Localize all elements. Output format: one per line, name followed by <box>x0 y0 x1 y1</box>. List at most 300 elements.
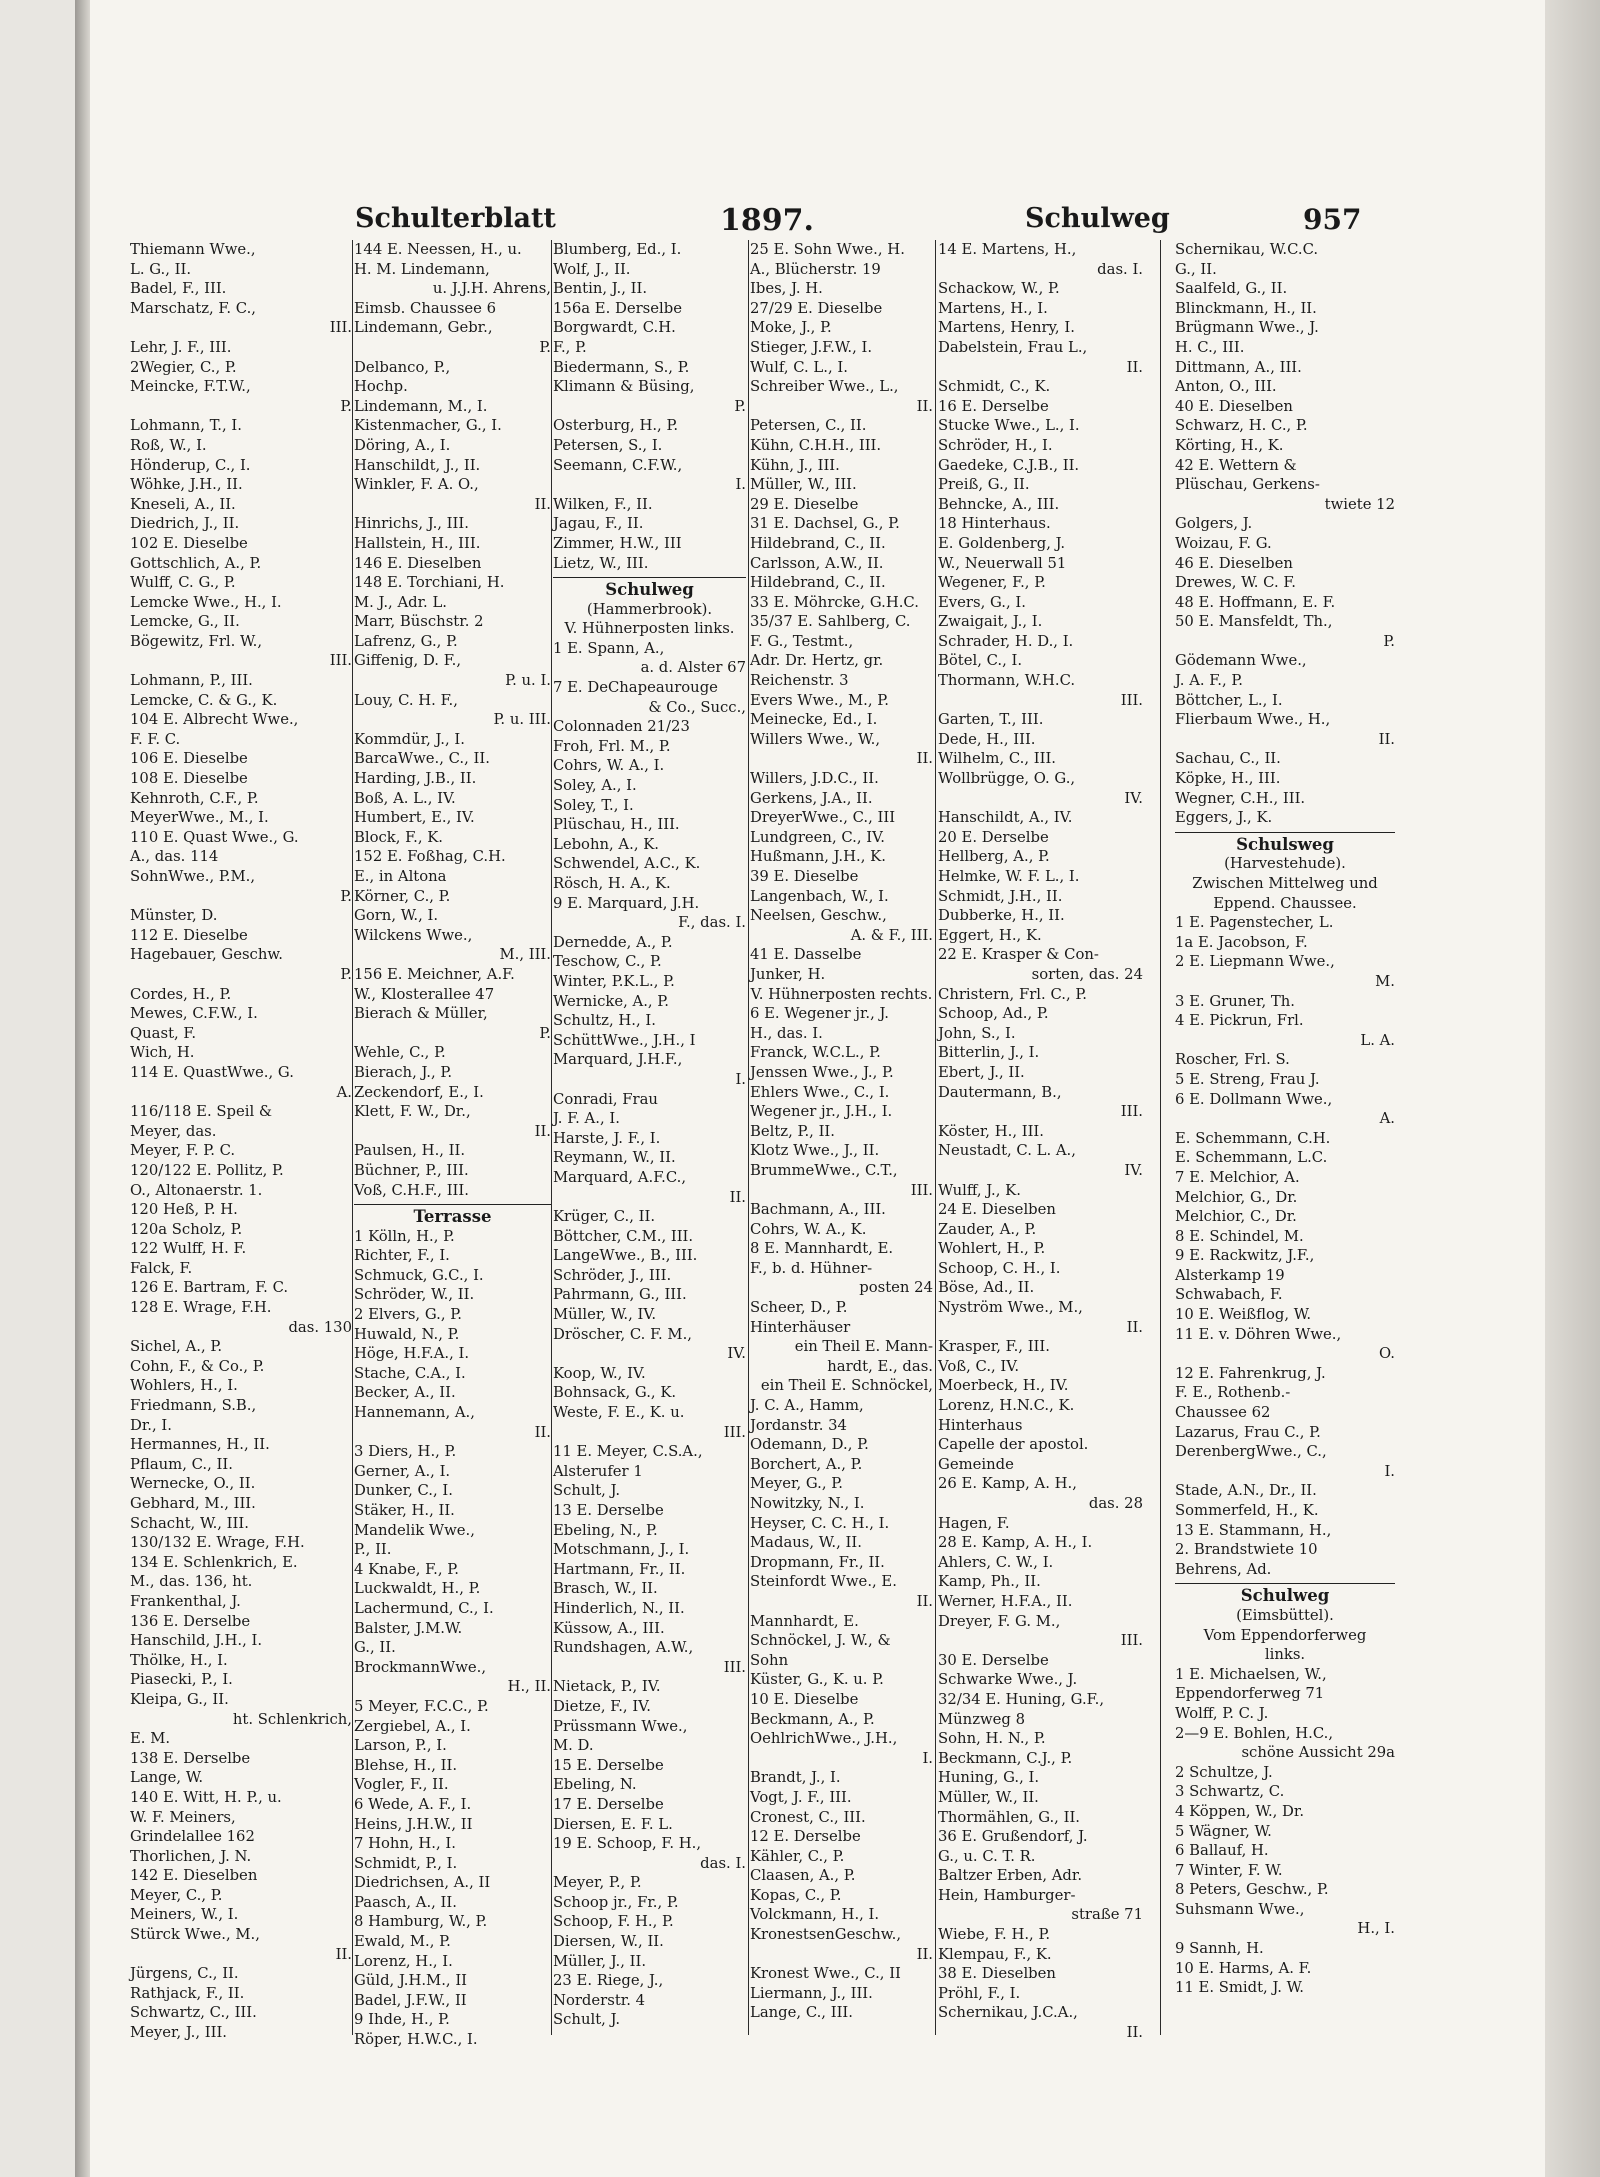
directory-entry: Schoop, Ad., P. <box>938 1005 1049 1023</box>
directory-entry: 7 Hohn, H., I. <box>354 1835 456 1853</box>
column-rule <box>1160 240 1161 2035</box>
directory-entry: Harste, J. F., I. <box>553 1129 661 1147</box>
directory-entry: 8 E. Schindel, M. <box>1175 1227 1304 1245</box>
directory-entry: 7 E. DeChapeaurouge <box>553 679 718 697</box>
directory-entry: Conradi, Frau <box>553 1090 658 1108</box>
column-4 <box>750 240 933 2035</box>
directory-entry: 4 E. Pickrun, Frl. <box>1175 1012 1304 1030</box>
directory-entry: Preiß, G., II. <box>938 476 1030 494</box>
directory-entry: Odemann, D., P. <box>750 1436 869 1454</box>
directory-entry: P. u. III. <box>493 711 551 729</box>
directory-entry: III. <box>329 319 352 337</box>
directory-entry: Martens, Henry, I. <box>938 319 1075 337</box>
directory-entry: Dubberke, H., II. <box>938 907 1065 925</box>
directory-entry: Beckmann, A., P. <box>750 1710 875 1728</box>
directory-entry: I. <box>1384 1462 1395 1480</box>
directory-entry: 102 E. Dieselbe <box>130 534 248 552</box>
directory-entry: Klett, F. W., Dr., <box>354 1103 471 1121</box>
directory-entry: A., das. 114 <box>130 848 219 866</box>
directory-entry: Gerkens, J.A., II. <box>750 789 873 807</box>
directory-entry: Delbanco, P., <box>354 358 451 376</box>
directory-entry: Winkler, F. A. O., <box>354 476 479 494</box>
directory-entry: Hein, Hamburger- <box>938 1886 1076 1904</box>
directory-entry: Madaus, W., II. <box>750 1534 862 1552</box>
directory-entry: Schult, J. <box>553 2011 621 2029</box>
directory-entry: Steinfordt Wwe., E. <box>750 1573 897 1591</box>
directory-entry: das. 130 <box>288 1318 352 1336</box>
directory-entry: Drewes, W. C. F. <box>1175 574 1297 592</box>
directory-entry: Anton, O., III. <box>1175 378 1277 396</box>
directory-entry: Behncke, A., III. <box>938 495 1060 513</box>
directory-entry: Marr, Büschstr. 2 <box>354 613 484 631</box>
directory-entry: 9 Sannh, H. <box>1175 1940 1264 1958</box>
directory-entry: 11 E. v. Döhren Wwe., <box>1175 1325 1342 1343</box>
directory-entry: Thormann, W.H.C. <box>938 672 1076 690</box>
directory-entry: Lietz, W., III. <box>553 554 649 572</box>
directory-entry: II. <box>1378 730 1395 748</box>
directory-entry: E., in Altona <box>354 868 447 885</box>
directory-entry: Körting, H., K. <box>1175 436 1284 454</box>
directory-entry: Sachau, C., II. <box>1175 750 1281 768</box>
directory-entry: Biedermann, S., P. <box>553 358 690 376</box>
directory-entry: das. I. <box>1097 260 1143 278</box>
directory-entry: II. <box>729 1188 746 1206</box>
directory-entry: Hanschildt, J., II. <box>354 456 481 474</box>
directory-entry: II. <box>534 495 551 513</box>
directory-entry: Schmuck, G.C., I. <box>354 1266 484 1284</box>
directory-entry: 2 Elvers, G., P. <box>354 1306 462 1324</box>
directory-entry: Voß, C.H.F., III. <box>354 1181 469 1199</box>
column-3 <box>553 240 746 2035</box>
directory-entry: straße 71 <box>1071 1906 1143 1924</box>
directory-entry: Krasper, F., III. <box>938 1338 1050 1356</box>
directory-entry: 2—9 E. Bohlen, H.C., <box>1175 1724 1334 1742</box>
directory-entry: Petersen, S., I. <box>553 436 663 454</box>
directory-entry: Schwarz, H. C., P. <box>1175 417 1308 435</box>
directory-entry: Schreiber Wwe., L., <box>750 378 899 396</box>
directory-entry: Flierbaum Wwe., H., <box>1175 711 1331 729</box>
directory-entry: 5 E. Streng, Frau J. <box>1175 1070 1320 1088</box>
directory-entry: 126 E. Bartram, F. C. <box>130 1279 289 1297</box>
directory-entry: Koop, W., IV. <box>553 1364 646 1382</box>
directory-entry: G., II. <box>1175 260 1217 278</box>
directory-entry: BrockmannWwe., <box>354 1658 487 1676</box>
directory-entry: O., Altonaerstr. 1. <box>130 1181 263 1199</box>
directory-entry: Zauder, A., P. <box>938 1220 1037 1238</box>
directory-entry: Schoop, C. H., I. <box>938 1259 1061 1277</box>
directory-entry: Lange, W. <box>130 1769 204 1787</box>
directory-entry: 120/122 E. Pollitz, P. <box>130 1161 284 1179</box>
directory-entry: Evers Wwe., M., P. <box>750 691 889 709</box>
directory-entry: Stürck Wwe., M., <box>130 1926 260 1944</box>
directory-entry: 12 E. Fahrenkrug, J. <box>1175 1364 1326 1382</box>
directory-entry: E. Schemmann, C.H. <box>1175 1129 1331 1147</box>
directory-entry: Heins, J.H.W., II <box>354 1815 473 1833</box>
directory-entry: 156a E. Derselbe <box>553 299 682 317</box>
directory-entry: Schrader, H. D., I. <box>938 632 1074 650</box>
directory-entry: Junker, H. <box>750 965 826 983</box>
directory-entry: Mewes, C.F.W., I. <box>130 1005 258 1023</box>
directory-entry: Seemann, C.F.W., <box>553 456 683 474</box>
directory-entry: Eggert, H., K. <box>938 926 1042 944</box>
directory-entry: Paulsen, H., II. <box>354 1142 466 1160</box>
directory-entry: posten 24 <box>859 1279 933 1297</box>
directory-entry: Motschmann, J., I. <box>553 1541 690 1559</box>
directory-entry: Marquard, J.H.F., <box>553 1051 683 1069</box>
directory-entry: E. Schemmann, L.C. <box>1175 1149 1328 1167</box>
directory-entry: Brandt, J., I. <box>750 1769 841 1787</box>
directory-entry: Döring, A., I. <box>354 436 451 454</box>
directory-entry: Hinterhäuser <box>750 1318 851 1336</box>
directory-entry: Ebert, J., II. <box>938 1063 1025 1081</box>
directory-entry: Bachmann, A., III. <box>750 1201 886 1219</box>
directory-entry: Meinecke, Ed., I. <box>750 711 878 729</box>
directory-entry: ein Theil E. Schnöckel, <box>760 1377 933 1395</box>
directory-entry: H., II. <box>507 1678 551 1696</box>
directory-entry: Badel, F., III. <box>130 280 227 298</box>
directory-entry: Meyer, P., P. <box>553 1874 642 1892</box>
directory-entry: 48 E. Hoffmann, E. F. <box>1175 593 1336 611</box>
directory-entry: 3 Diers, H., P. <box>354 1443 457 1461</box>
directory-entry: Cohrs, W. A., K. <box>750 1220 867 1238</box>
directory-entry: Franck, W.C.L., P. <box>750 1044 881 1062</box>
directory-entry: Schult, J. <box>553 1482 621 1500</box>
directory-entry: Carlsson, A.W., II. <box>750 554 884 572</box>
directory-entry: 2Wegier, C., P. <box>130 358 237 376</box>
directory-entry: 42 E. Wettern & <box>1175 456 1297 474</box>
directory-entry: IV. <box>727 1345 746 1363</box>
directory-entry: Voß, C., IV. <box>938 1357 1020 1375</box>
directory-entry: P., II. <box>354 1541 392 1559</box>
directory-entry: Thölke, H., I. <box>130 1651 228 1669</box>
directory-entry: Lorenz, H., I. <box>354 1952 453 1970</box>
directory-entry: Schnöckel, J. W., & <box>750 1632 891 1650</box>
directory-entry: Küster, G., K. u. P. <box>750 1671 884 1689</box>
directory-entry: 13 E. Derselbe <box>553 1502 664 1519</box>
directory-entry: 114 E. QuastWwe., G. <box>130 1063 294 1081</box>
directory-entry: A. & F., III. <box>850 926 933 944</box>
directory-entry: Wehle, C., P. <box>354 1044 446 1062</box>
directory-entry: 152 E. Foßhag, C.H. <box>354 848 506 866</box>
directory-entry: I. <box>922 1749 933 1767</box>
directory-entry: Borgwardt, C.H. <box>553 319 676 337</box>
directory-entry: Luckwaldt, H., P. <box>354 1580 481 1598</box>
directory-entry: Blinckmann, H., II. <box>1175 299 1317 317</box>
directory-entry: Stucke Wwe., L., I. <box>938 417 1080 435</box>
directory-entry: Wohlert, H., P. <box>938 1240 1046 1258</box>
directory-entry: II. <box>335 1945 352 1963</box>
directory-entry: 40 E. Dieselben <box>1175 397 1293 415</box>
directory-entry: MeyerWwe., M., I. <box>130 809 269 827</box>
directory-entry: Louy, C. H. F., <box>354 691 458 709</box>
directory-entry: 106 E. Dieselbe <box>130 750 248 768</box>
directory-entry: P. <box>340 965 352 983</box>
directory-entry: 16 E. Derselbe <box>938 397 1049 415</box>
directory-entry: schöne Aussicht 29a <box>1241 1744 1395 1762</box>
directory-entry: Böse, Ad., II. <box>938 1279 1035 1297</box>
directory-entry: Bitterlin, J., I. <box>938 1044 1040 1062</box>
directory-entry: Cordes, H., P. <box>130 985 232 1003</box>
directory-entry: Kühn, J., III. <box>750 456 840 474</box>
directory-entry: Eppend. Chaussee. <box>1213 894 1357 912</box>
directory-entry: Schröder, J., III. <box>553 1266 672 1284</box>
directory-entry: Beltz, P., II. <box>750 1122 835 1140</box>
directory-entry: Saalfeld, G., II. <box>1175 280 1288 298</box>
column-5 <box>938 240 1143 2042</box>
directory-entry: Marschatz, F. C., <box>130 299 256 317</box>
directory-entry: 5 Wägner, W. <box>1175 1822 1272 1840</box>
directory-entry: DerenbergWwe., C., <box>1175 1443 1327 1461</box>
directory-entry: P. <box>1383 632 1395 650</box>
directory-entry: Vogler, F., II. <box>354 1776 449 1794</box>
directory-entry: Bierach, J., P. <box>354 1063 453 1081</box>
directory-entry: Moke, J., P. <box>750 319 832 337</box>
directory-entry: Schernikau, W.C.C. <box>1175 241 1319 258</box>
directory-entry: 9 E. Rackwitz, J.F., <box>1175 1247 1315 1265</box>
directory-entry: sorten, das. 24 <box>1031 965 1143 983</box>
directory-entry: 41 E. Dasselbe <box>750 946 862 964</box>
directory-entry: Nietack, P., IV. <box>553 1678 661 1696</box>
directory-entry: 14 E. Martens, H., <box>938 241 1077 258</box>
directory-entry: Hochp. <box>354 378 408 396</box>
directory-entry: Hagebauer, Geschw. <box>130 946 283 964</box>
directory-entry: III. <box>723 1658 746 1676</box>
directory-entry: Sohn <box>750 1651 789 1669</box>
directory-entry: Wulff, C. G., P. <box>130 574 236 592</box>
directory-entry: Cronest, C., III. <box>750 1808 866 1826</box>
directory-entry: Diersen, W., II. <box>553 1933 664 1951</box>
directory-entry: Larson, P., I. <box>354 1737 447 1755</box>
directory-entry: Lange, C., III. <box>750 2004 853 2022</box>
directory-entry: Wilckens Wwe., <box>354 926 473 944</box>
directory-entry: Wöhke, J.H., II. <box>130 476 243 494</box>
directory-entry: P. <box>340 887 352 905</box>
column-rule <box>935 240 936 2035</box>
directory-entry: Thiemann Wwe., <box>130 241 256 258</box>
directory-entry: 29 E. Dieselbe <box>750 495 859 513</box>
directory-entry: Meiners, W., I. <box>130 1906 239 1924</box>
directory-entry: Ewald, M., P. <box>354 1933 451 1951</box>
directory-entry: 110 E. Quast Wwe., G. <box>130 828 299 846</box>
directory-entry: Hartmann, Fr., II. <box>553 1560 686 1578</box>
directory-entry: John, S., I. <box>938 1024 1016 1042</box>
directory-entry: II. <box>916 1945 933 1963</box>
directory-entry: Lindemann, M., I. <box>354 397 488 415</box>
directory-entry: 33 E. Möhrcke, G.H.C. <box>750 593 919 611</box>
directory-entry: Behrens, Ad. <box>1175 1560 1272 1578</box>
directory-entry: 3 Schwartz, C. <box>1175 1783 1285 1801</box>
directory-entry: Langenbach, W., I. <box>750 887 889 905</box>
directory-entry: Gottschlich, A., P. <box>130 554 262 572</box>
directory-entry: Lehr, J. F., III. <box>130 338 232 356</box>
directory-entry: P. <box>539 1024 551 1042</box>
directory-entry: 20 E. Derselbe <box>938 828 1049 846</box>
directory-entry: J. F. A., I. <box>553 1110 620 1128</box>
directory-entry: DreyerWwe., C., III <box>750 809 896 827</box>
directory-entry: Marquard, A.F.C., <box>553 1168 687 1186</box>
directory-entry: Hinrichs, J., III. <box>354 515 469 533</box>
directory-entry: Willers, J.D.C., II. <box>750 770 879 788</box>
directory-entry: 39 E. Dieselbe <box>750 868 859 885</box>
directory-entry: II. <box>1126 1318 1143 1336</box>
directory-entry: Bierach & Müller, <box>354 1005 488 1023</box>
directory-entry: 11 E. Meyer, C.S.A., <box>553 1443 703 1461</box>
directory-entry: Kühn, C.H.H., III. <box>750 436 882 454</box>
directory-entry: II. <box>916 1592 933 1610</box>
directory-entry: Gaedeke, C.J.B., II. <box>938 456 1080 474</box>
directory-entry: LangeWwe., B., III. <box>553 1247 698 1265</box>
directory-entry: G., II. <box>354 1639 396 1657</box>
directory-entry: II. <box>534 1122 551 1140</box>
directory-entry: 32/34 E. Huning, G.F., <box>938 1690 1105 1708</box>
directory-entry: Beckmann, C.J., P. <box>938 1749 1073 1767</box>
directory-entry: Böttcher, L., I. <box>1175 691 1283 709</box>
directory-entry: 2 E. Liepmann Wwe., <box>1175 953 1335 971</box>
directory-entry: Christern, Frl. C., P. <box>938 985 1088 1003</box>
directory-entry: Blehse, H., II. <box>354 1756 458 1774</box>
directory-entry: Richter, F., I. <box>354 1247 450 1265</box>
directory-entry: Schröder, W., II. <box>354 1286 475 1304</box>
directory-entry: Krüger, C., II. <box>553 1208 656 1226</box>
street-heading: Schulweg <box>553 577 746 600</box>
directory-entry: Helmke, W. F. L., I. <box>938 868 1080 885</box>
directory-entry: Pröhl, F., I. <box>938 1984 1021 2002</box>
directory-entry: Rösch, H. A., K. <box>553 875 671 892</box>
directory-entry: Schwendel, A.C., K. <box>553 855 701 873</box>
directory-entry: Nowitzky, N., I. <box>750 1495 865 1512</box>
directory-entry: Soley, T., I. <box>553 796 634 814</box>
directory-entry: Roß, W., I. <box>130 436 207 454</box>
directory-entry: Ebeling, N., P. <box>553 1521 658 1539</box>
directory-entry: Plüschau, H., III. <box>553 816 680 834</box>
directory-entry: Schacht, W., III. <box>130 1514 249 1532</box>
street-heading: Terrasse <box>354 1204 551 1227</box>
directory-entry: Kehnroth, C.F., P. <box>130 789 259 807</box>
directory-entry: Kähler, C., P. <box>750 1847 845 1865</box>
directory-entry: Vogt, J. F., III. <box>750 1788 852 1806</box>
directory-entry: Kronest Wwe., C., II <box>750 1965 901 1983</box>
directory-entry: V. Hühnerposten links. <box>564 620 735 638</box>
directory-entry: 104 E. Albrecht Wwe., <box>130 711 299 729</box>
directory-entry: Froh, Frl. M., P. <box>553 737 671 755</box>
directory-entry: Zwaigait, J., I. <box>938 613 1043 631</box>
header-right-street: Schulweg <box>1025 203 1170 234</box>
directory-entry: 23 E. Riege, J., <box>553 1972 664 1990</box>
directory-entry: Reymann, W., II. <box>553 1149 676 1167</box>
directory-entry: 120 Heß, P. H. <box>130 1201 238 1219</box>
directory-entry: Winter, P.K.L., P. <box>553 972 675 990</box>
directory-entry: Wolf, J., II. <box>553 260 631 278</box>
directory-entry: Dietze, F., IV. <box>553 1697 651 1715</box>
directory-entry: W. F. Meiners, <box>130 1808 236 1826</box>
directory-entry: 122 Wulff, H. F. <box>130 1240 247 1258</box>
directory-entry: Müller, J., II. <box>553 1952 647 1970</box>
directory-entry: Roscher, Frl. S. <box>1175 1051 1290 1069</box>
directory-entry: Falck, F. <box>130 1259 193 1277</box>
directory-entry: Meyer, das. <box>130 1122 217 1140</box>
directory-entry: F., b. d. Hühner- <box>750 1259 873 1277</box>
directory-entry: Bohnsack, G., K. <box>553 1384 677 1402</box>
directory-entry: Neustadt, C. L. A., <box>938 1142 1076 1160</box>
directory-entry: Lebohn, A., K. <box>553 835 659 853</box>
directory-entry: Lazarus, Frau C., P. <box>1175 1423 1321 1441</box>
directory-entry: Rundshagen, A.W., <box>553 1639 694 1657</box>
directory-entry: A. <box>1379 1110 1395 1128</box>
directory-entry: Heyser, C. C. H., I. <box>750 1514 890 1532</box>
directory-entry: 148 E. Torchiani, H. <box>354 574 505 592</box>
directory-entry: Dittmann, A., III. <box>1175 358 1302 376</box>
directory-entry: 13 E. Stammann, H., <box>1175 1521 1332 1539</box>
directory-entry: Bötel, C., I. <box>938 652 1023 670</box>
directory-entry: Müller, W., III. <box>750 476 857 494</box>
directory-entry: Mannhardt, E. <box>750 1612 859 1630</box>
directory-entry: W., Klosterallee 47 <box>354 985 495 1003</box>
directory-entry: Diedrichsen, A., II <box>354 1874 491 1892</box>
directory-entry: 2. Brandstwiete 10 <box>1175 1541 1318 1559</box>
directory-entry: Müller, W., II. <box>938 1788 1039 1806</box>
directory-entry: Adr. Dr. Hertz, gr. <box>750 652 884 670</box>
directory-entry: L. G., II. <box>130 260 192 278</box>
directory-entry: a. d. Alster 67 <box>640 659 746 677</box>
directory-entry: F., das. I. <box>678 914 746 932</box>
directory-entry: 6 Wede, A. F., I. <box>354 1795 472 1813</box>
directory-entry: IV. <box>1124 1161 1143 1179</box>
directory-entry: Badel, J.F.W., II <box>354 1991 467 2009</box>
directory-entry: u. J.J.H. Ahrens, <box>432 280 551 298</box>
directory-entry: 17 E. Derselbe <box>553 1795 664 1813</box>
directory-entry: 10 E. Harms, A. F. <box>1175 1959 1312 1977</box>
directory-entry: Stäker, H., II. <box>354 1502 455 1519</box>
directory-entry: Meyer, G., P. <box>750 1475 843 1493</box>
directory-entry: links. <box>1264 1646 1306 1664</box>
directory-entry: 142 E. Dieselben <box>130 1867 258 1885</box>
directory-entry: Osterburg, H., P. <box>553 417 679 435</box>
directory-entry: Alsterkamp 19 <box>1175 1266 1285 1284</box>
directory-entry: Schultz, H., I. <box>553 1012 656 1030</box>
directory-entry: Mandelik Wwe., <box>354 1521 475 1539</box>
directory-entry: Woizau, F. G. <box>1175 534 1272 552</box>
directory-entry: Zergiebel, A., I. <box>354 1717 471 1735</box>
directory-entry: F., P. <box>553 338 587 356</box>
directory-entry: 130/132 E. Wrage, F.H. <box>130 1534 305 1552</box>
directory-entry: Giffenig, D. F., <box>354 652 462 670</box>
directory-entry: Lemcke, C. & G., K. <box>130 691 278 709</box>
directory-entry: Soley, A., I. <box>553 777 637 795</box>
directory-entry: Wiebe, F. H., P. <box>938 1926 1051 1944</box>
directory-entry: 6 Ballauf, H. <box>1175 1842 1269 1860</box>
directory-entry: Lohmann, T., I. <box>130 417 242 435</box>
directory-entry: 19 E. Schoop, F. H., <box>553 1835 702 1853</box>
directory-entry: Hermannes, H., II. <box>130 1436 270 1454</box>
directory-entry: Kamp, Ph., II. <box>938 1573 1041 1591</box>
directory-entry: 2 Schultze, J. <box>1175 1763 1273 1781</box>
directory-entry: Suhsmann Wwe., <box>1175 1900 1305 1918</box>
directory-entry: 140 E. Witt, H. P., u. <box>130 1788 282 1806</box>
directory-entry: SohnWwe., P.M., <box>130 868 256 885</box>
directory-entry: Kistenmacher, G., I. <box>354 417 502 435</box>
directory-entry: das. I. <box>700 1854 746 1872</box>
directory-entry: Hildebrand, C., II. <box>750 574 886 592</box>
directory-entry: Reichenstr. 3 <box>750 672 849 690</box>
directory-entry: 30 E. Derselbe <box>938 1651 1049 1669</box>
directory-entry: Lemcke Wwe., H., I. <box>130 593 282 611</box>
directory-entry: J. A. F., P. <box>1175 672 1244 690</box>
directory-entry: III. <box>1120 1103 1143 1121</box>
directory-entry: III. <box>910 1181 933 1199</box>
directory-entry: BrummeWwe., C.T., <box>750 1161 898 1179</box>
directory-entry: Bögewitz, Frl. W., <box>130 632 263 650</box>
directory-entry: Vom Eppendorferweg <box>1203 1626 1367 1644</box>
